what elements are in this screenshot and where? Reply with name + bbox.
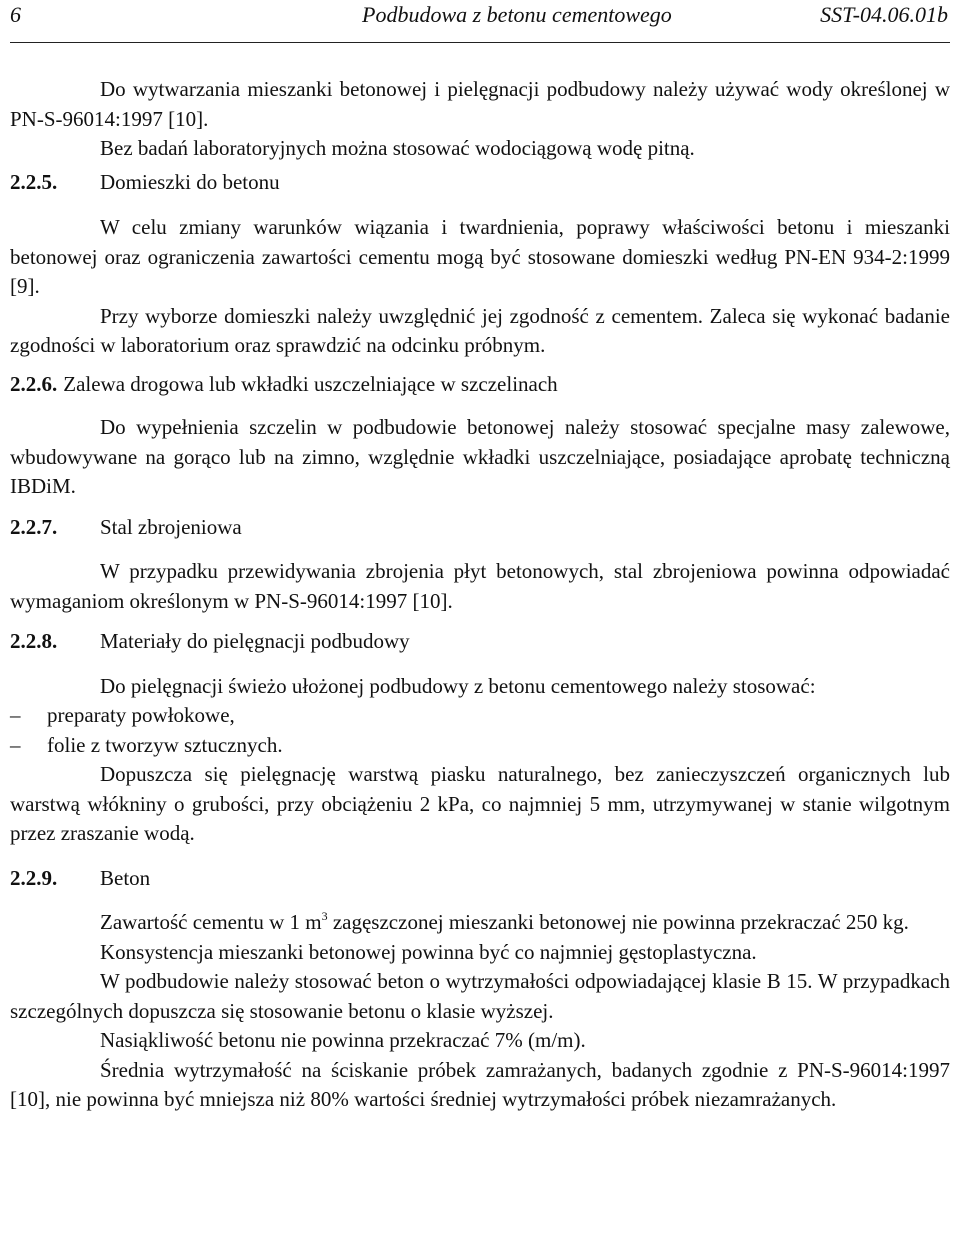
section-number: 2.2.7. [10,514,58,539]
section-2-2-6-heading [10,370,950,400]
intro-paragraph-2: Bez badań laboratoryjnych można stosować wodociągową wodę pitną. [100,136,695,160]
section-2-2-9-paragraph-5: Średnia wytrzymałość na ściskanie próbek zamrażanych, badanych zgodnie z PN-S-96014:1997 [10], nie powinna być mniejsza niż 80% wartości średniej wytrzymałości próbek niezamrażanych. [10,1057,950,1111]
intro-paragraph-1: Do wytwarzania mieszanki betonowej i pielęgnacji podbudowy należy używać wody określonej w PN-S-96014:1997 [10]. [10,77,950,131]
document-code: SST-04.06.01b [820,2,948,27]
list-item [10,701,950,731]
cement-content-text: Zawartość cementu w 1 m [100,910,322,934]
section-2-2-9-heading [10,864,950,894]
page-header [10,0,950,43]
section-2-2-7-heading [10,513,950,543]
page-number: 6 [10,2,21,27]
section-2-2-6-paragraph-1: Do wypełnienia szczelin w podbudowie betonowej należy stosować specjalne masy zalewowe, wbudowywane na gorąco lub na zimno, względnie wkładki uszczelniające, posiadające aprobatę techniczną IBDiM. [10,415,950,498]
list-item [10,731,950,761]
document-title: Podbudowa z betonu cementowego [362,2,672,27]
section-number: 2.2.9. [10,865,58,890]
section-2-2-5-paragraph-1: W celu zmiany warunków wiązania i twardnienia, poprawy właściwości betonu i mieszanki betonowej oraz ograniczenia zawartości cementu mogą być stosowane domieszki według PN-EN 934-2:1999 [9]. [10,215,950,298]
superscript-3: 3 [321,909,328,923]
section-title: Materiały do pielęgnacji podbudowy [100,629,410,653]
section-number: 2.2.8. [10,629,58,653]
section-number: 2.2.5. [10,169,58,194]
dash-bullet: – [10,732,21,757]
section-title: Domieszki do betonu [100,169,280,194]
section-2-2-7-paragraph-1: W przypadku przewidywania zbrojenia płyt betonowych, stal zbrojeniowa powinna odpowiadać wymaganiom określonym w PN-S-96014:1997 [10]. [10,559,950,613]
section-2-2-8-paragraph-2: Dopuszcza się pielęgnację warstwą piasku naturalnego, bez zanieczyszczeń organicznych lub warstwą włókniny o grubości, przy obciążeniu 2 kPa, co najmniej 5 mm, utrzymywanej w stanie wilgotnym przez zraszanie wodą. [10,762,950,845]
section-title: Stal zbrojeniowa [100,514,242,539]
section-2-2-9-paragraph-1 [10,908,950,938]
section-2-2-5-paragraph-2: Przy wyborze domieszki należy uwzględnić jej zgodność z cementem. Zaleca się wykonać badanie zgodności w laboratorium oraz sprawdzić na odcinku próbnym. [10,303,950,357]
list-item-text: preparaty powłokowe, [47,703,235,727]
dash-bullet: – [10,703,21,727]
document-page [10,0,950,1115]
section-2-2-8-paragraph-1: Do pielęgnacji świeżo ułożonej podbudowy z betonu cementowego należy stosować: [100,673,816,698]
section-2-2-8-heading [10,627,950,657]
section-title: Zalewa drogowa lub wkładki uszczelniające w szczelinach [63,371,558,396]
section-2-2-9-paragraph-4: Nasiąkliwość betonu nie powinna przekraczać 7% (m/m). [100,1028,586,1052]
cement-content-text-cont: zagęszczonej mieszanki betonowej nie powinna przekraczać 250 kg. [327,910,909,934]
section-2-2-5-heading [10,168,950,198]
section-number: 2.2.6. [10,371,58,396]
list-item-text: folie z tworzyw sztucznych. [47,732,283,757]
section-2-2-9-paragraph-3: W podbudowie należy stosować beton o wytrzymałości odpowiadającej klasie B 15. W przypadkach szczególnych dopuszcza się stosowanie betonu o klasie wyższej. [10,969,950,1023]
section-2-2-9-paragraph-2: Konsystencja mieszanki betonowej powinna być co najmniej gęstoplastyczna. [100,939,757,964]
section-title: Beton [100,865,151,890]
